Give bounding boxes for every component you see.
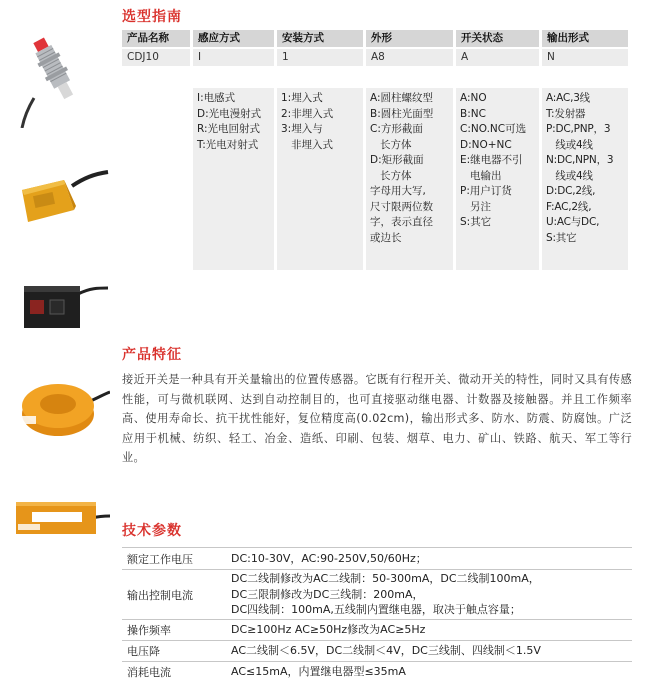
spec-line: DC:10-30V，AC:90-250V,50/60Hz； [231, 551, 427, 565]
option-item: D:矩形截面 [370, 154, 424, 166]
options-mounting [277, 88, 363, 270]
option-item: T:光电对射式 [197, 138, 259, 151]
option-item: R:光电回射式 [197, 123, 261, 135]
option-item: 或边长 [370, 231, 402, 244]
features-title: 产品特征 [122, 347, 182, 363]
column-value-mounting: 1 [277, 49, 363, 66]
option-item: 字，表示直径 [370, 216, 433, 228]
option-item: D:NO+NC [460, 138, 512, 151]
option-item: D:DC,2线, [546, 185, 596, 197]
option-item: U:AC与DC, [546, 216, 600, 228]
product-image-column [0, 0, 112, 681]
spec-label: 额定工作电压 [122, 548, 225, 570]
option-item: 线或4线 [546, 169, 593, 182]
spec-line: AC二线制＜6.5V，DC二线制＜4V，DC三线制、四线制＜1.5V [231, 644, 541, 658]
spec-line: DC三限制修改为DC三线制：200mA， [231, 587, 424, 601]
column-header-product-name: 产品名称 [122, 30, 190, 47]
specs-table [122, 547, 632, 681]
specs-title: 技术参数 [122, 523, 182, 539]
option-item: 2:非埋入式 [281, 107, 334, 120]
option-item: 另注 [460, 200, 492, 213]
spec-label: 电压降 [122, 641, 225, 662]
column-value-output-form: N [542, 49, 628, 66]
option-item: 长方体 [370, 138, 412, 151]
table-row [122, 620, 632, 641]
slot-sensor-image [12, 494, 110, 544]
option-item: C:方形截面 [370, 123, 423, 135]
option-item: T:发射器 [546, 107, 586, 120]
option-item: A:NO [460, 92, 487, 104]
table-row [122, 641, 632, 662]
option-item: 长方体 [370, 169, 412, 182]
option-item: 3:埋入与 [281, 123, 323, 135]
column-value-switch-state: A [456, 49, 539, 66]
spec-value [225, 641, 632, 662]
spec-line: DC≥100Hz AC≥50Hz修改为AC≥5Hz [231, 623, 426, 637]
options-shape [366, 88, 453, 270]
option-item: P:DC,PNP，3 [546, 123, 611, 135]
round-sensor-image [16, 372, 110, 442]
spec-label: 输出控制电流 [122, 570, 225, 620]
option-item: D:光电漫射式 [197, 107, 262, 120]
options-output-form [542, 88, 628, 270]
features-paragraph: 接近开关是一种具有开关量输出的位置传感器。它既有行程开关、微动开关的特性，同时又具有传感性能，可与微机联网、达到自动控制目的，也可直接驱动继电器、计数器及接触器。并且工作频率高、使用寿命长、抗干扰性能好，复位精度高(0.02cm)，输出形式多、防水、防震、防腐蚀。广泛应用于机械、纺织、轻工、冶金、造纸、印刷、包装、烟草、电力、矿山、铁路、航天、军工等行业。 [122, 373, 632, 465]
column-value-sensing-method: I [193, 49, 274, 66]
option-item: B:圆柱光面型 [370, 107, 434, 120]
selection-guide-title: 选型指南 [122, 9, 182, 25]
column-header-mounting: 安装方式 [277, 30, 363, 47]
option-item: 字母用大写, [370, 185, 426, 197]
option-item: E:继电器不引 [460, 154, 523, 166]
option-item: 电输出 [460, 169, 502, 182]
option-item: S:其它 [460, 216, 492, 228]
spec-value [225, 548, 632, 570]
option-item: 非埋入式 [281, 138, 334, 151]
option-item: B:NC [460, 107, 486, 120]
column-value-product-name: CDJ10 [122, 49, 190, 66]
spec-value [225, 620, 632, 641]
option-item: 线或4线 [546, 138, 593, 151]
option-item: 1:埋入式 [281, 92, 323, 104]
options-sensing-method [193, 88, 274, 270]
spec-line: AC≤15mA，内置继电器型≤35mA [231, 665, 406, 679]
spec-line: DC二线制修改为AC二线制：50-300mA，DC二线制100mA， [231, 572, 540, 586]
square-sensor-image [14, 168, 110, 230]
options-switch-state [456, 88, 539, 270]
table-row [122, 570, 632, 620]
option-item: 尺寸限两位数 [370, 200, 433, 213]
photoelectric-sensor-image [14, 276, 110, 338]
column-header-shape: 外形 [366, 30, 453, 47]
column-value-shape: A8 [366, 49, 453, 66]
spec-label: 消耗电流 [122, 662, 225, 681]
table-row [122, 662, 632, 681]
option-item: F:AC,2线, [546, 200, 592, 213]
option-item: C:NO.NC可选 [460, 123, 527, 135]
spec-label: 操作频率 [122, 620, 225, 641]
option-item: S:其它 [546, 231, 577, 244]
column-header-sensing-method: 感应方式 [193, 30, 274, 47]
column-header-switch-state: 开关状态 [456, 30, 539, 47]
table-row [122, 548, 632, 570]
spec-line: DC四线制：100mA,五线制内置继电器，取决于触点容量； [231, 603, 521, 617]
cylinder-sensor-image [16, 28, 96, 128]
option-item: A:AC,3线 [546, 92, 590, 104]
option-item: P:用户订货 [460, 185, 512, 197]
column-header-output-form: 输出形式 [542, 30, 628, 47]
option-item: I:电感式 [197, 92, 236, 104]
option-item: A:圆柱螺纹型 [370, 92, 434, 104]
spec-value [225, 570, 632, 620]
option-item: N:DC,NPN，3 [546, 154, 614, 166]
spec-value [225, 662, 632, 681]
